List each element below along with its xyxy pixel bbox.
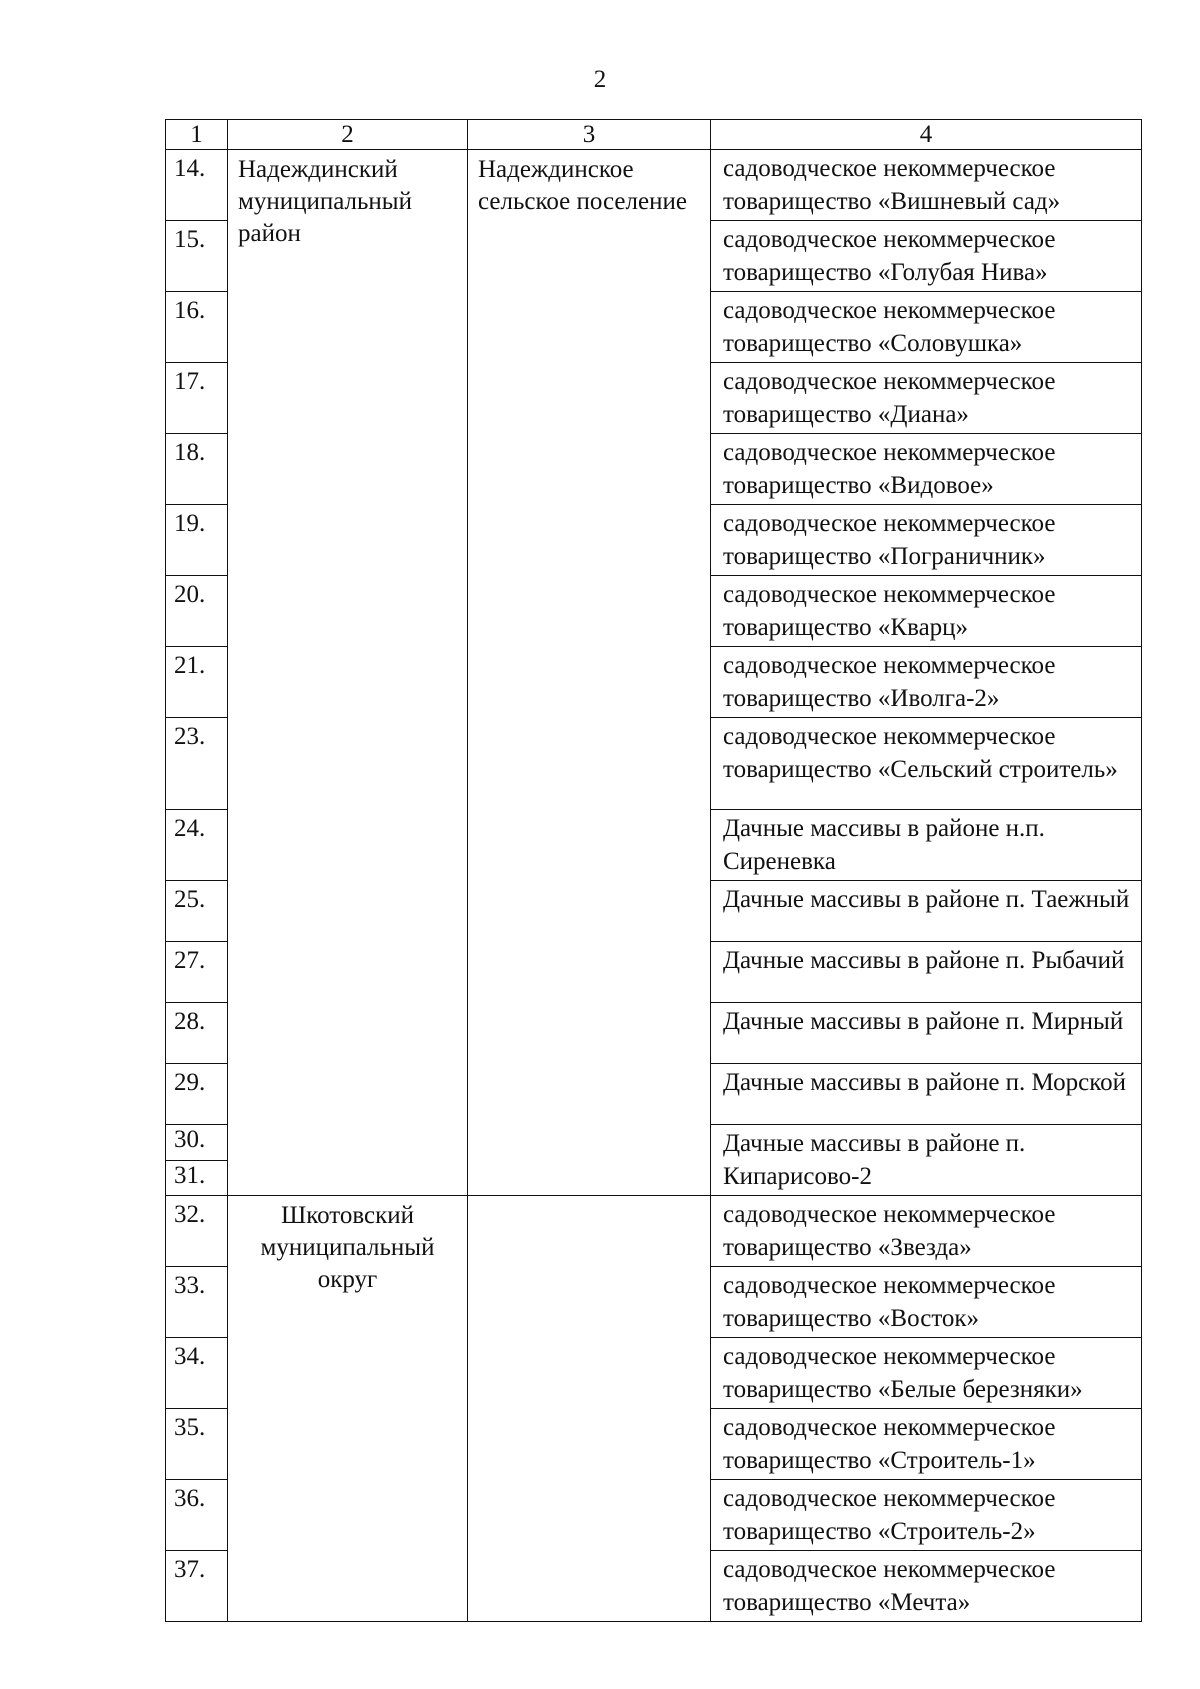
object-name: садоводческое некоммерческое товарищество «Строитель-1»	[711, 1409, 1142, 1480]
object-name: садоводческое некоммерческое товарищество «Диана»	[711, 363, 1142, 434]
row-number: 16.	[166, 292, 228, 363]
object-name: садоводческое некоммерческое товарищество «Мечта»	[711, 1551, 1142, 1622]
object-name: Дачные массивы в районе п. Морской	[711, 1064, 1142, 1125]
row-number: 34.	[166, 1338, 228, 1409]
registry-table	[165, 119, 1142, 1622]
row-number: 36.	[166, 1480, 228, 1551]
row-number: 21.	[166, 647, 228, 718]
column-header: 4	[711, 120, 1142, 150]
settlement-name	[468, 1196, 711, 1622]
row-number: 27.	[166, 942, 228, 1003]
object-name: Дачные массивы в районе п. Рыбачий	[711, 942, 1142, 1003]
column-header: 2	[228, 120, 468, 150]
district-name: Надеждинский муниципальный район	[228, 150, 468, 1196]
object-name: садоводческое некоммерческое товарищество «Белые березняки»	[711, 1338, 1142, 1409]
object-name: садоводческое некоммерческое товарищество «Иволга-2»	[711, 647, 1142, 718]
column-header: 1	[166, 120, 228, 150]
object-name: садоводческое некоммерческое товарищество «Строитель-2»	[711, 1480, 1142, 1551]
object-name: садоводческое некоммерческое товарищество «Пограничник»	[711, 505, 1142, 576]
district-name: Шкотовский муниципальный округ	[228, 1196, 468, 1622]
row-number: 28.	[166, 1003, 228, 1064]
object-name: Дачные массивы в районе н.п. Сиреневка	[711, 810, 1142, 881]
row-number: 33.	[166, 1267, 228, 1338]
row-number: 32.	[166, 1196, 228, 1267]
page-number: 2	[593, 66, 607, 93]
row-number: 30.	[166, 1125, 228, 1161]
row-number: 17.	[166, 363, 228, 434]
row-number: 35.	[166, 1409, 228, 1480]
object-name: садоводческое некоммерческое товарищество «Звезда»	[711, 1196, 1142, 1267]
row-number: 18.	[166, 434, 228, 505]
table-row	[166, 1196, 1142, 1267]
table-row	[166, 150, 1142, 221]
row-number: 23.	[166, 718, 228, 810]
object-name: Дачные массивы в районе п. Кипарисово-2	[711, 1125, 1142, 1196]
settlement-name: Надеждинское сельское поселение	[468, 150, 711, 1196]
object-name: садоводческое некоммерческое товарищество «Восток»	[711, 1267, 1142, 1338]
row-number: 31.	[166, 1160, 228, 1196]
row-number: 15.	[166, 221, 228, 292]
row-number: 20.	[166, 576, 228, 647]
object-name: садоводческое некоммерческое товарищество «Вишневый сад»	[711, 150, 1142, 221]
row-number: 29.	[166, 1064, 228, 1125]
object-name: Дачные массивы в районе п. Мирный	[711, 1003, 1142, 1064]
row-number: 25.	[166, 881, 228, 942]
row-number: 24.	[166, 810, 228, 881]
object-name: Дачные массивы в районе п. Таежный	[711, 881, 1142, 942]
column-header-row	[166, 120, 1142, 150]
object-name: садоводческое некоммерческое товарищество «Голубая Нива»	[711, 221, 1142, 292]
column-header: 3	[468, 120, 711, 150]
object-name: садоводческое некоммерческое товарищество «Сельский строитель»	[711, 718, 1142, 810]
row-number: 14.	[166, 150, 228, 221]
row-number: 19.	[166, 505, 228, 576]
row-number: 37.	[166, 1551, 228, 1622]
object-name: садоводческое некоммерческое товарищество «Соловушка»	[711, 292, 1142, 363]
object-name: садоводческое некоммерческое товарищество «Кварц»	[711, 576, 1142, 647]
object-name: садоводческое некоммерческое товарищество «Видовое»	[711, 434, 1142, 505]
